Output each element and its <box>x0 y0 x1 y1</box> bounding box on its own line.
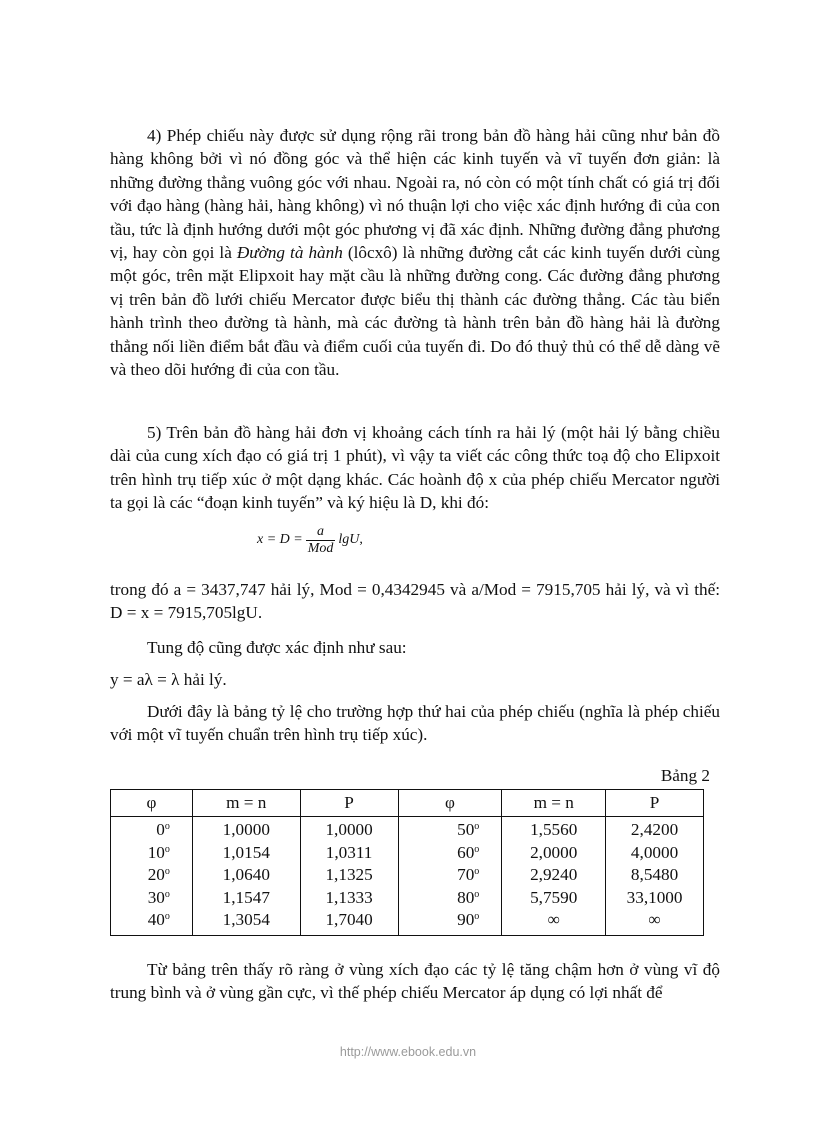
table-cell: ∞ <box>547 910 560 929</box>
header-mn-1: m = n <box>192 790 300 817</box>
table-cell: 1,7040 <box>325 910 373 929</box>
table-cell: 1,0000 <box>325 820 373 839</box>
paragraph-ordinate: Tung độ cũng được xác định như sau: <box>147 638 407 657</box>
formula-denominator: Mod <box>307 540 334 556</box>
table-cell: ∞ <box>648 910 661 929</box>
paragraph-constants: trong đó a = 3437,747 hải lý, Mod = 0,4342945 và a/Mod = 7915,705 hải lý, và vì thế: D = x = 7915,705lgU. <box>110 580 720 623</box>
table-cell: 1,0000 <box>222 820 270 839</box>
table-caption: Bảng 2 <box>660 766 710 785</box>
paragraph-y-formula: y = aλ = λ hải lý. <box>110 670 227 689</box>
table-cell: 1,0154 <box>222 842 270 862</box>
table-cell: 30$^o$ <box>147 887 170 907</box>
table-header-row <box>111 790 704 817</box>
table-cell: 70$^o$ <box>457 865 480 884</box>
formula-numerator: a <box>317 523 325 539</box>
table-cell: 1,1547 <box>222 887 270 907</box>
header-phi-1: φ <box>111 790 193 817</box>
column-mn-1 <box>192 817 300 936</box>
column-p-1 <box>300 817 398 936</box>
table-cell: 2,0000 <box>530 842 578 862</box>
footer-url: http://www.ebook.edu.vn <box>339 1045 477 1059</box>
table-cell: 4,0000 <box>630 842 679 862</box>
table-cell: 1,5560 <box>530 820 578 839</box>
table-cell: 8,5480 <box>630 865 679 884</box>
table-cell: 2,4200 <box>630 820 679 839</box>
scale-table <box>110 789 704 936</box>
table-cell: 5,7590 <box>530 887 578 907</box>
header-mn-2: m = n <box>502 790 606 817</box>
table-cell: 90$^o$ <box>457 910 480 929</box>
formula-fraction <box>306 524 336 557</box>
table-cell: 50$^o$ <box>457 820 480 839</box>
formula-rhs: lgU <box>338 532 360 547</box>
column-mn-2 <box>502 817 606 936</box>
column-p-2 <box>606 817 704 936</box>
table-body-row <box>111 817 704 936</box>
table-cell: 80$^o$ <box>457 887 480 907</box>
table-cell: 33,1000 <box>626 887 683 907</box>
table-cell: 1,0640 <box>222 865 270 884</box>
formula-lhs: x = D = <box>257 532 303 547</box>
table-cell: 10$^o$ <box>147 842 170 862</box>
table-cell: 1,1325 <box>325 865 373 884</box>
table-cell: 1,3054 <box>222 910 270 929</box>
header-phi-2: φ <box>398 790 502 817</box>
table-cell: 20$^o$ <box>147 865 170 884</box>
formula-tail: , <box>359 532 363 547</box>
italic-term: Đường tà hành <box>236 243 343 263</box>
paragraph-4: 4) Phép chiếu này được sử dụng rộng rãi trong bản đồ hàng hải cũng như bản đồ hàng không bởi vì nó đồng góc và thể hiện các kinh tuyến và vĩ tuyến đơn giản: là những đường thẳng vuông góc với nhau. Ngoài ra, nó còn có một tính chất có giá trị đối với đạo hàng (hàng hải, hàng không) vì nó thuận lợi cho việc xác định hướng đi của con tầu, tức là định hướng dưới một góc phương vị đã xác định. Những đường đẳng phương vị, hay còn gọi là Đường tà hành (lôcxô) là những đường cắt các kinh tuyến dưới cùng một góc, trên mặt Elipxoit hay mặt cầu là những đường cong. Các đường đẳng phương vị trên bản đồ lưới chiếu Mercator được biểu thị thành các đường thẳng. Các tàu biển hành trình theo đường tà hành, mà các đường tà hành trên bản đồ hàng hải là đường thẳng nối liền điểm bắt đầu và điểm cuối của tuyến đi. Do đó thuỷ thủ có thể dễ dàng vẽ và theo dõi hướng đi của con tầu. <box>110 126 720 380</box>
table-cell: 1,0311 <box>325 842 373 862</box>
table-cell: 0$^o$ <box>156 820 170 839</box>
table-cell: 2,9240 <box>530 865 578 884</box>
paragraph-table-intro: Dưới đây là bảng tỷ lệ cho trường hợp thứ hai của phép chiếu (nghĩa là phép chiếu với một vĩ tuyến chuẩn trên hình trụ tiếp xúc). <box>110 702 720 745</box>
column-phi-2 <box>398 817 502 936</box>
paragraph-5: 5) Trên bản đồ hàng hải đơn vị khoảng cách tính ra hải lý (một hải lý bằng chiều dài của cung xích đạo có giá trị 1 phút), vì vậy ta viết các công thức toạ độ cho Elipxoit trên hình trụ tiếp xúc ở một dạng khác. Các hoành độ x của phép chiếu Mercator người ta gọi là các “đoạn kinh tuyến” và ký hiệu là D, khi đó: <box>110 423 720 513</box>
paragraph-conclusion: Từ bảng trên thấy rõ ràng ở vùng xích đạo các tỷ lệ tăng chậm hơn ở vùng vĩ độ trung bình và ở vùng gần cực, vì thế phép chiếu Mercator áp dụng có lợi nhất để <box>110 960 720 1003</box>
table-cell: 60$^o$ <box>457 842 480 862</box>
formula-D <box>257 520 363 560</box>
column-phi-1 <box>111 817 193 936</box>
table-cell: 1,1333 <box>325 887 373 907</box>
table-cell: 40$^o$ <box>147 910 170 929</box>
header-p-2: P <box>606 790 704 817</box>
header-p-1: P <box>300 790 398 817</box>
